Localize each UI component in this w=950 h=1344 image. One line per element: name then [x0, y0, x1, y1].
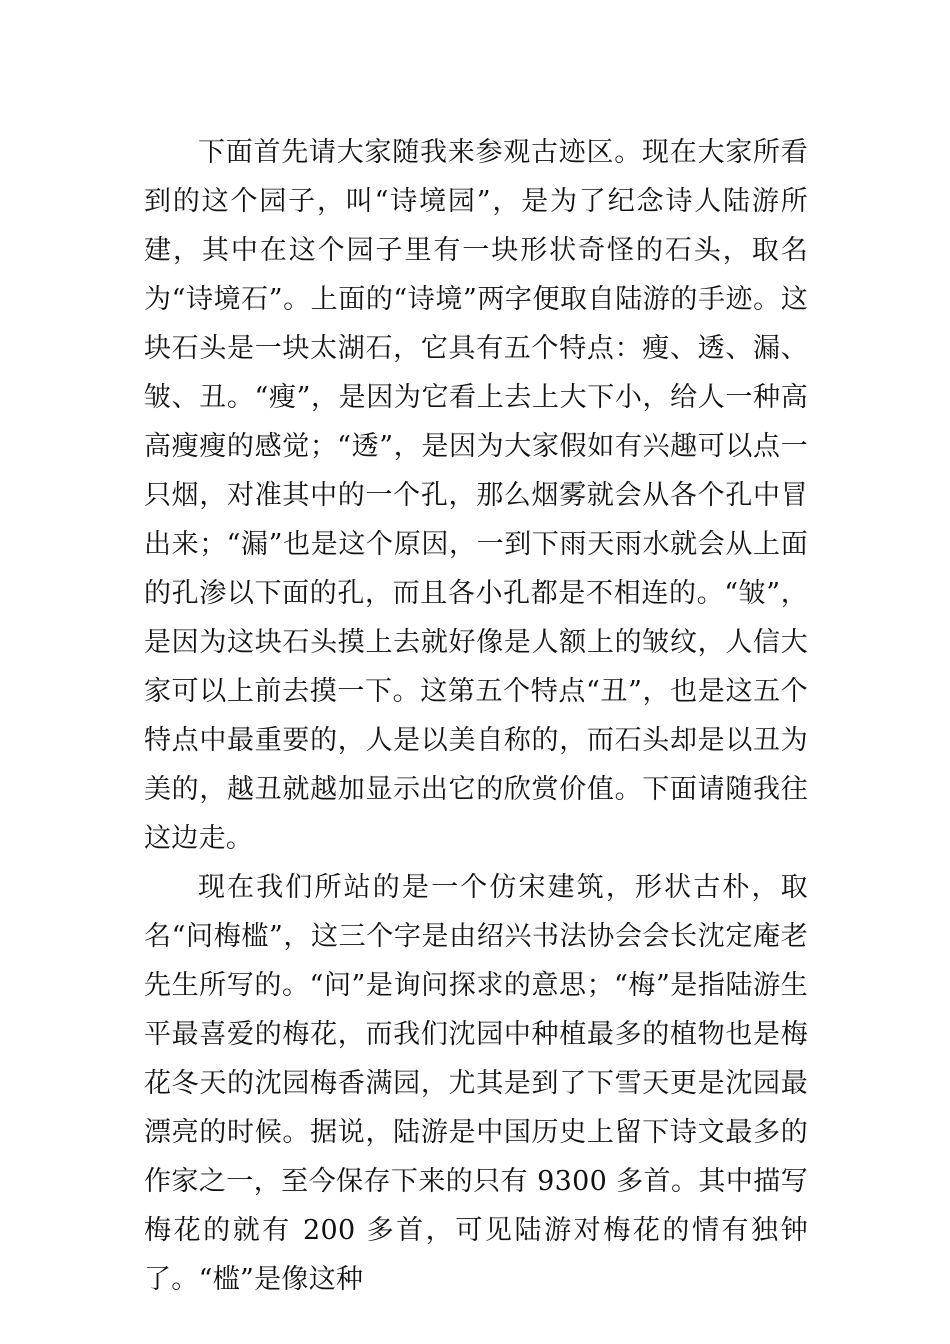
document-body — [144, 128, 808, 1304]
paragraph-1: 下面首先请大家随我来参观古迹区。现在大家所看到的这个园子，叫“诗境园”，是为了纪念诗人陆游所建，其中在这个园子里有一块形状奇怪的石头，取名为“诗境石”。上面的“诗境”两字便取自陆游的手迹。这块石头是一块太湖石，它具有五个特点：瘦、透、漏、皱、丑。“瘦”，是因为它看上去上大下小，给人一种高高瘦瘦的感觉；“透”，是因为大家假如有兴趣可以点一只烟，对准其中的一个孔，那么烟雾就会从各个孔中冒出来；“漏”也是这个原因，一到下雨天雨水就会从上面的孔渗以下面的孔，而且各小孔都是不相连的。“皱”，是因为这块石头摸上去就好像是人额上的皱纹，人信大家可以上前去摸一下。这第五个特点“丑”，也是这五个特点中最重要的，人是以美自称的，而石头却是以丑为美的，越丑就越加显示出它的欣赏价值。下面请随我往这边走。 — [144, 137, 808, 854]
paragraph-2: 现在我们所站的是一个仿宋建筑，形状古朴，取名“问梅槛”，这三个字是由绍兴书法协会会长沈定庵老先生所写的。“问”是询问探求的意思；“梅”是指陆游生平最喜爱的梅花，而我们沈园中种植最多的植物也是梅花冬天的沈园梅香满园，尤其是到了下雪天更是沈园最漂亮的时候。据说，陆游是中国历史上留下诗文最多的作家之一，至今保存下来的只有 9300 多首。其中描写梅花的就有 200 多首，可见陆游对梅花的情有独钟了。“槛”是像这种 — [144, 872, 808, 1295]
